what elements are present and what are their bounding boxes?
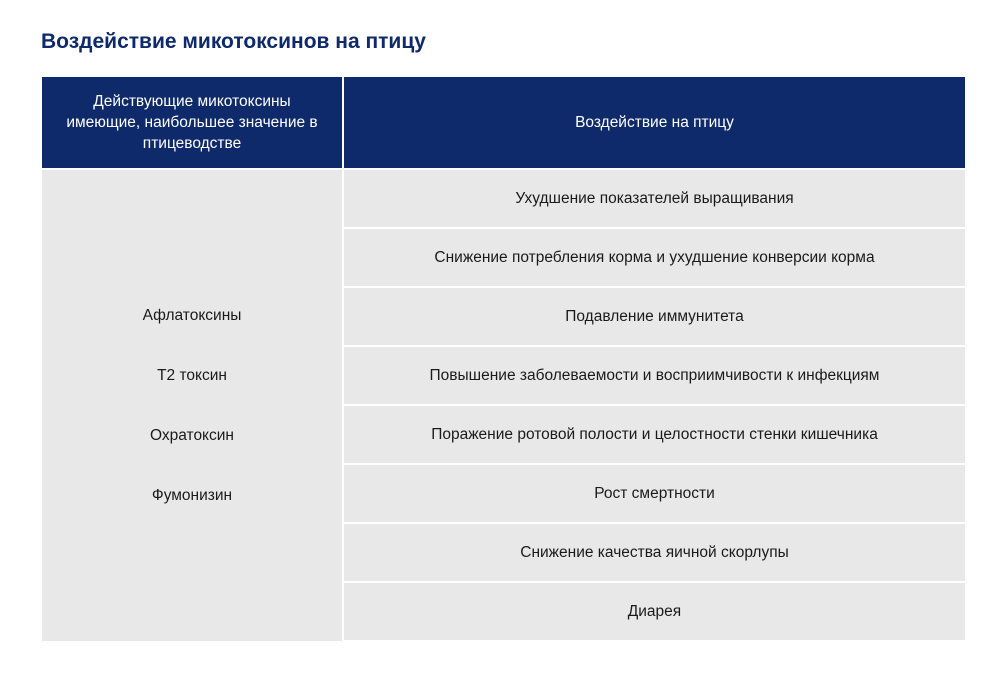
toxin-item: Фумонизин (151, 487, 233, 504)
header-cell-mycotoxins (42, 77, 342, 168)
toxin-item: Афлатоксины (142, 307, 242, 324)
effects-column (344, 170, 965, 641)
header-cell-effects (344, 77, 965, 168)
effect-row: Ухудшение показателей выращивания (344, 170, 965, 227)
effect-row: Подавление иммунитета (344, 288, 965, 345)
mycotoxin-table (42, 77, 965, 641)
header-mycotoxins-label: Действующие микотоксины имеющие, наибольшее значение в птицеводстве (66, 93, 318, 152)
page-title: Воздействие микотоксинов на птицу (41, 30, 426, 53)
effect-row: Снижение качества яичной скорлупы (344, 524, 965, 581)
header-effects-label: Воздействие на птицу (575, 113, 734, 131)
effect-row: Диарея (344, 583, 965, 640)
effect-row: Поражение ротовой полости и целостности стенки кишечника (344, 406, 965, 463)
toxin-item: Охратоксин (149, 427, 234, 444)
mycotoxins-cell (42, 170, 342, 641)
toxin-item: Т2 токсин (157, 367, 227, 384)
effect-row: Повышение заболеваемости и восприимчивости к инфекциям (344, 347, 965, 404)
effect-row: Рост смертности (344, 465, 965, 522)
effect-row: Снижение потребления корма и ухудшение конверсии корма (344, 229, 965, 286)
